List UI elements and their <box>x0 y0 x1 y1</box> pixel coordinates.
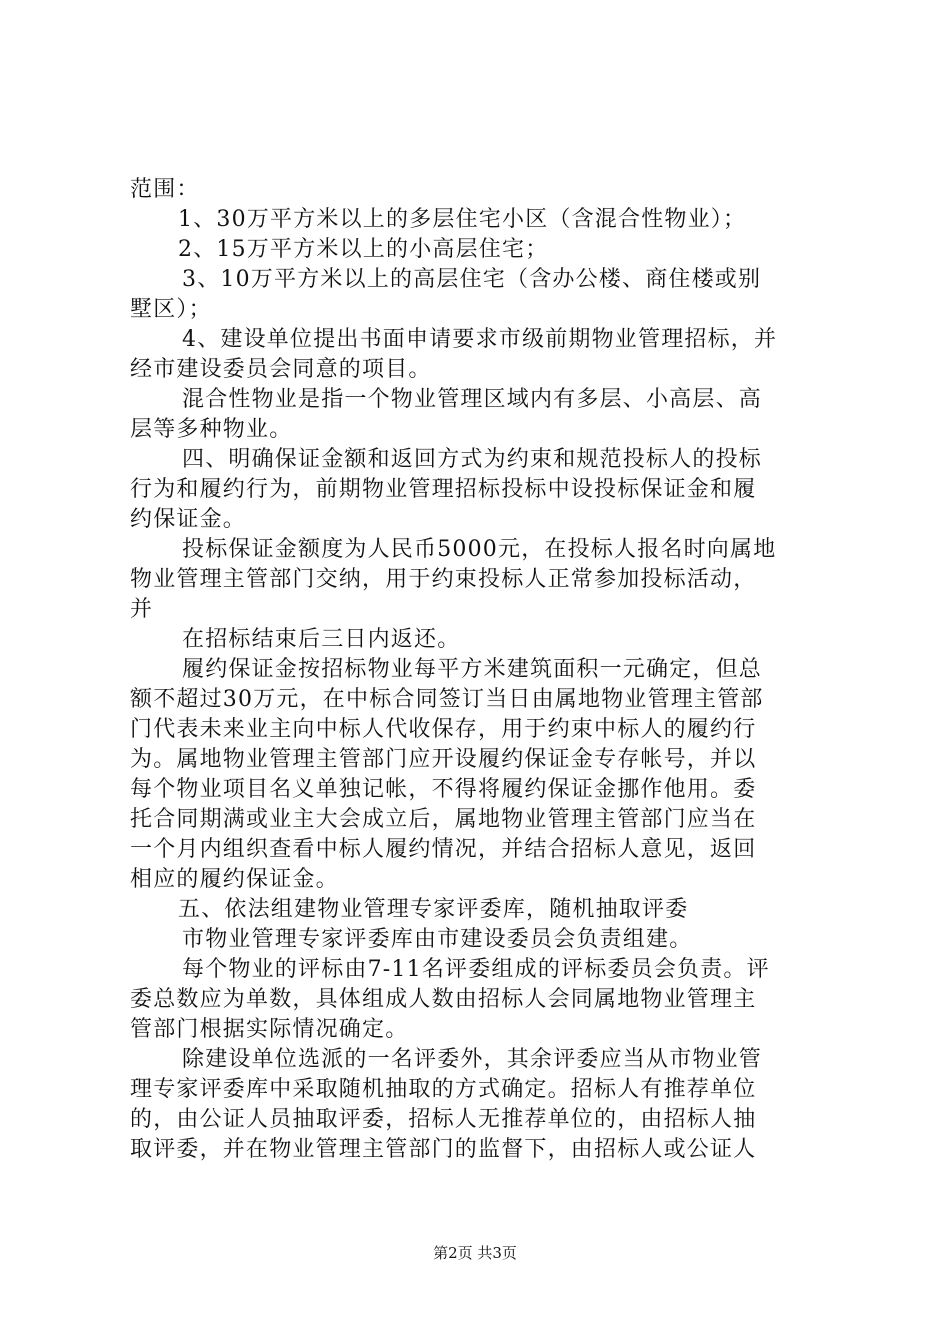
section-heading-4: 四、明确保证金额和返回方式为约束和规范投标人的投标 <box>182 447 763 472</box>
text-line: 层等多种物业。 <box>130 417 293 442</box>
text-line: 相应的履约保证金。 <box>130 867 339 892</box>
paragraph-line: 除建设单位选派的一名评委外，其余评委应当从市物业管 <box>182 1047 763 1072</box>
text-line: 每个物业项目名义单独记帐，不得将履约保证金挪作他用。委 <box>130 777 757 802</box>
text-line: 约保证金。 <box>130 507 247 532</box>
paragraph-line: 市物业管理专家评委库由市建设委员会负责组建。 <box>182 927 693 952</box>
list-item: 4、建设单位提出书面申请要求市级前期物业管理招标，并 <box>182 327 778 352</box>
text-line: 门代表未来业主向中标人代收保存，用于约束中标人的履约行 <box>130 717 757 742</box>
paragraph-line: 混合性物业是指一个物业管理区域内有多层、小高层、高 <box>182 387 763 412</box>
text-line: 经市建设委员会同意的项目。 <box>130 357 432 382</box>
document-body <box>130 175 830 1165</box>
text-line: 委总数应为单数，具体组成人数由招标人会同属地物业管理主 <box>130 987 757 1012</box>
text-line: 墅区）； <box>130 297 212 322</box>
text-line: 的，由公证人员抽取评委，招标人无推荐单位的，由招标人抽 <box>130 1107 757 1132</box>
text-line: 范围： <box>130 177 200 202</box>
text-line: 并 <box>130 597 154 622</box>
paragraph-line: 每个物业的评标由7-11名评委组成的评标委员会负责。评 <box>182 957 770 982</box>
text-line: 物业管理主管部门交纳，用于约束投标人正常参加投标活动， <box>130 567 757 592</box>
text-line: 托合同期满或业主大会成立后，属地物业管理主管部门应当在 <box>130 807 757 832</box>
section-heading-5: 五、依法组建物业管理专家评委库，随机抽取评委 <box>178 897 689 922</box>
list-item: 2、15万平方米以上的小高层住宅； <box>178 237 549 262</box>
paragraph-line: 履约保证金按招标物业每平方米建筑面积一元确定，但总 <box>182 657 763 682</box>
text-line: 取评委，并在物业管理主管部门的监督下，由招标人或公证人 <box>130 1137 757 1162</box>
paragraph-line: 投标保证金额度为人民币5000元，在投标人报名时向属地 <box>182 537 777 562</box>
page-number-footer: 第2页 共3页 <box>433 1244 517 1262</box>
text-line: 为。属地物业管理主管部门应开设履约保证金专存帐号，并以 <box>130 747 757 772</box>
text-line: 管部门根据实际情况确定。 <box>130 1017 409 1042</box>
text-line: 理专家评委库中采取随机抽取的方式确定。招标人有推荐单位 <box>130 1077 757 1102</box>
list-item: 3、10万平方米以上的高层住宅（含办公楼、商住楼或别 <box>182 267 762 292</box>
text-line: 额不超过30万元，在中标合同签订当日由属地物业管理主管部 <box>130 687 764 712</box>
text-line: 在招标结束后三日内返还。 <box>182 627 461 652</box>
list-item: 1、30万平方米以上的多层住宅小区（含混合性物业）； <box>178 207 747 232</box>
text-line: 一个月内组织查看中标人履约情况，并结合招标人意见，返回 <box>130 837 757 862</box>
text-line: 行为和履约行为，前期物业管理招标投标中设投标保证金和履 <box>130 477 757 502</box>
